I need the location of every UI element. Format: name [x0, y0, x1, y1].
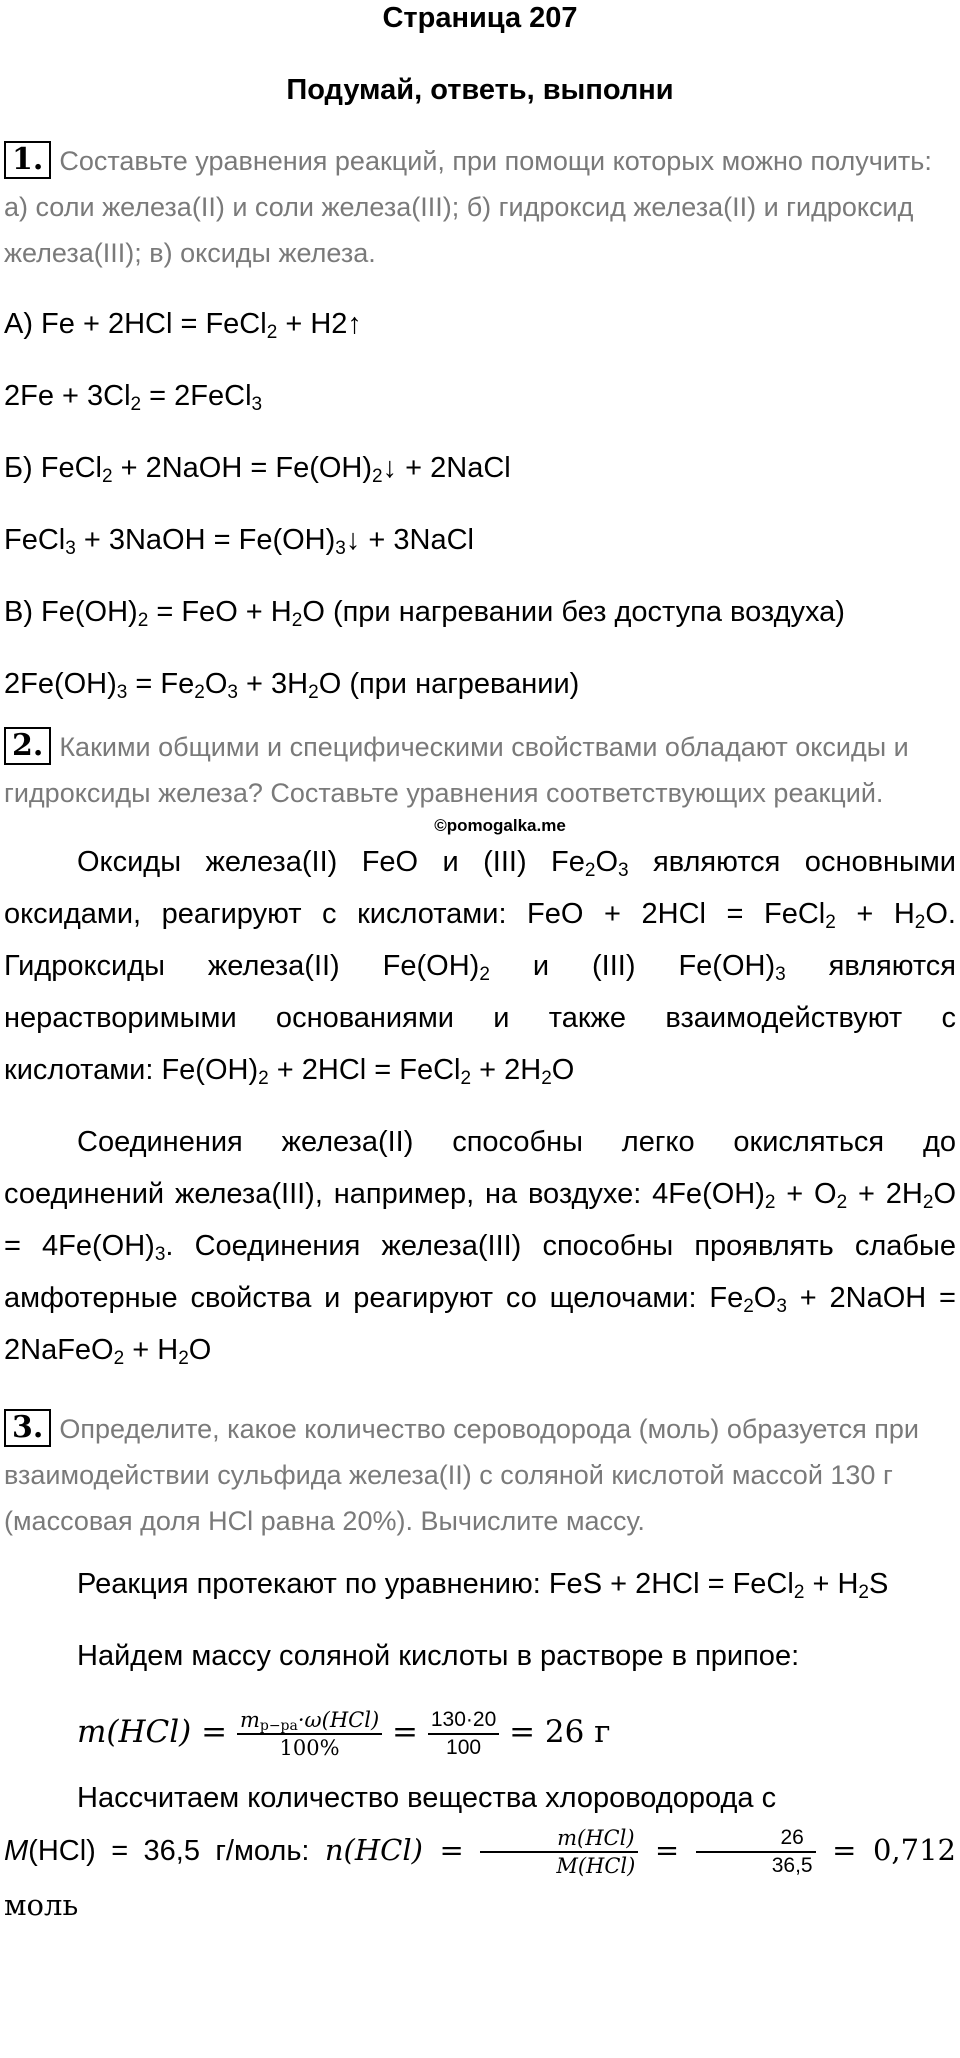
- fraction-moles-values: $\frac{26}{36,5}$: [696, 1825, 816, 1879]
- watermark: ©pomogalka.me: [434, 816, 566, 835]
- task1-equation-c: В) $Fe(OH)_2$ = FeO + $H_2O$ (при нагревании без доступа воздуха): [4, 596, 845, 631]
- task1-number: 1.: [4, 141, 51, 179]
- task3-question: [4, 1406, 956, 1544]
- task1-equation-4: FeCl$_3$ + 3NaOH = $Fe(OH)_3↓$ + 3NaCl: [4, 524, 474, 559]
- task3-answer-paragraph-3: Нассчитаем количество вещества хлороводорода с M(HCl) = 36,5 г/моль: n(HCl) = $\frac{\text{m(HCl)}}{\text{M(HCl)}}$ = $\frac{26}{36,5}$ = 0,712 моль: [4, 1782, 956, 1923]
- task1-question-text: Составьте уравнения реакций, при помощи которых можно получить: а) соли железа(II) и соли железа(III); б) гидроксид железа(II) и гидроксид железа(III); в) оксиды железа.: [4, 146, 932, 268]
- task1-equation-a: А) Fe + 2HCl = FeCl$_2$ + H2↑: [4, 308, 362, 343]
- task3-answer-paragraph-1: Реакция протекают по уравнению: FeS + 2HCl = FeCl$_2$ + $H_2S$: [77, 1568, 889, 1603]
- task2-question-text: Какими общими и специфическими свойствами обладают оксиды и гидроксиды железа? Составьте уравнения соответствующих реакций.: [4, 732, 909, 808]
- task1-equation-2: $2Fe + 3Cl_2$ = 2FeCl$_3$: [4, 380, 263, 415]
- task2-question: [4, 724, 956, 816]
- fraction-moles-formula: $\frac{\text{m(HCl)}}{\text{M(HCl)}}$: [480, 1825, 638, 1879]
- fraction-mass-formula: $\frac{m_{р-ра}\cdot\omega(HCl)}{100\%}$: [237, 1707, 382, 1761]
- fraction-mass-values: $\frac{130\cdot 20}{100}$: [428, 1707, 499, 1761]
- task3-question-text: Определите, какое количество сероводорода (моль) образуется при взаимодействии сульфида железа(II) с соляной кислотой массой 130 г (массовая доля HCl равна 20%). Вычислите массу.: [4, 1414, 919, 1536]
- task3-number: 3.: [4, 1409, 51, 1447]
- task1-equation-6: $2Fe(OH)_3 = Fe_2O_3 + 3H_2O$ (при нагревании): [4, 668, 580, 703]
- page-title: Страница 207: [382, 2, 578, 34]
- task2-answer-paragraph-2: Соединения железа(II) способны легко окисляться до соединений железа(III), например, на воздухе: $4Fe(OH)_2 + O_2 + 2H_2O = 4Fe(OH)_3$. Соединения железа(III) способны проявлять слабые амфотерные свойства и реагируют со щелочами: $Fe_2O_3$ + 2NaOH = 2NaFeO$_2$ + $H_2O$: [4, 1126, 957, 1369]
- task2-answer-paragraph-1: Оксиды железа(II) FeO и (III) $Fe_2O_3$ являются основными оксидами, реагируют с кислотами: FeO + 2HCl = FeCl$_2$ + $H_2O$. Гидроксиды железа(II) $Fe(OH)_2$ и (III) $Fe(OH)_3$ являются нерастворимыми основаниями и также взаимодействуют с кислотами: $Fe(OH)_2 + 2HCl$ = FeCl$_2$ + $2H_2O$: [4, 846, 956, 1089]
- task3-answer-paragraph-2: Найдем массу соляной кислоты в растворе в припое:: [77, 1640, 800, 1672]
- task1-equation-b: Б) FeCl$_2$ + 2NaOH = $Fe(OH)_2↓$ + 2NaCl: [4, 452, 511, 487]
- task3-formula-mass: m(HCl) = $\frac{m_{р-ра}\cdot\omega(HCl)}{100\%}$ = $\frac{130\cdot 20}{100}$ = 26 г: [77, 1707, 611, 1760]
- task2-number: 2.: [4, 727, 51, 765]
- task1-question: [4, 138, 956, 276]
- section-title: Подумай, ответь, выполни: [286, 74, 674, 106]
